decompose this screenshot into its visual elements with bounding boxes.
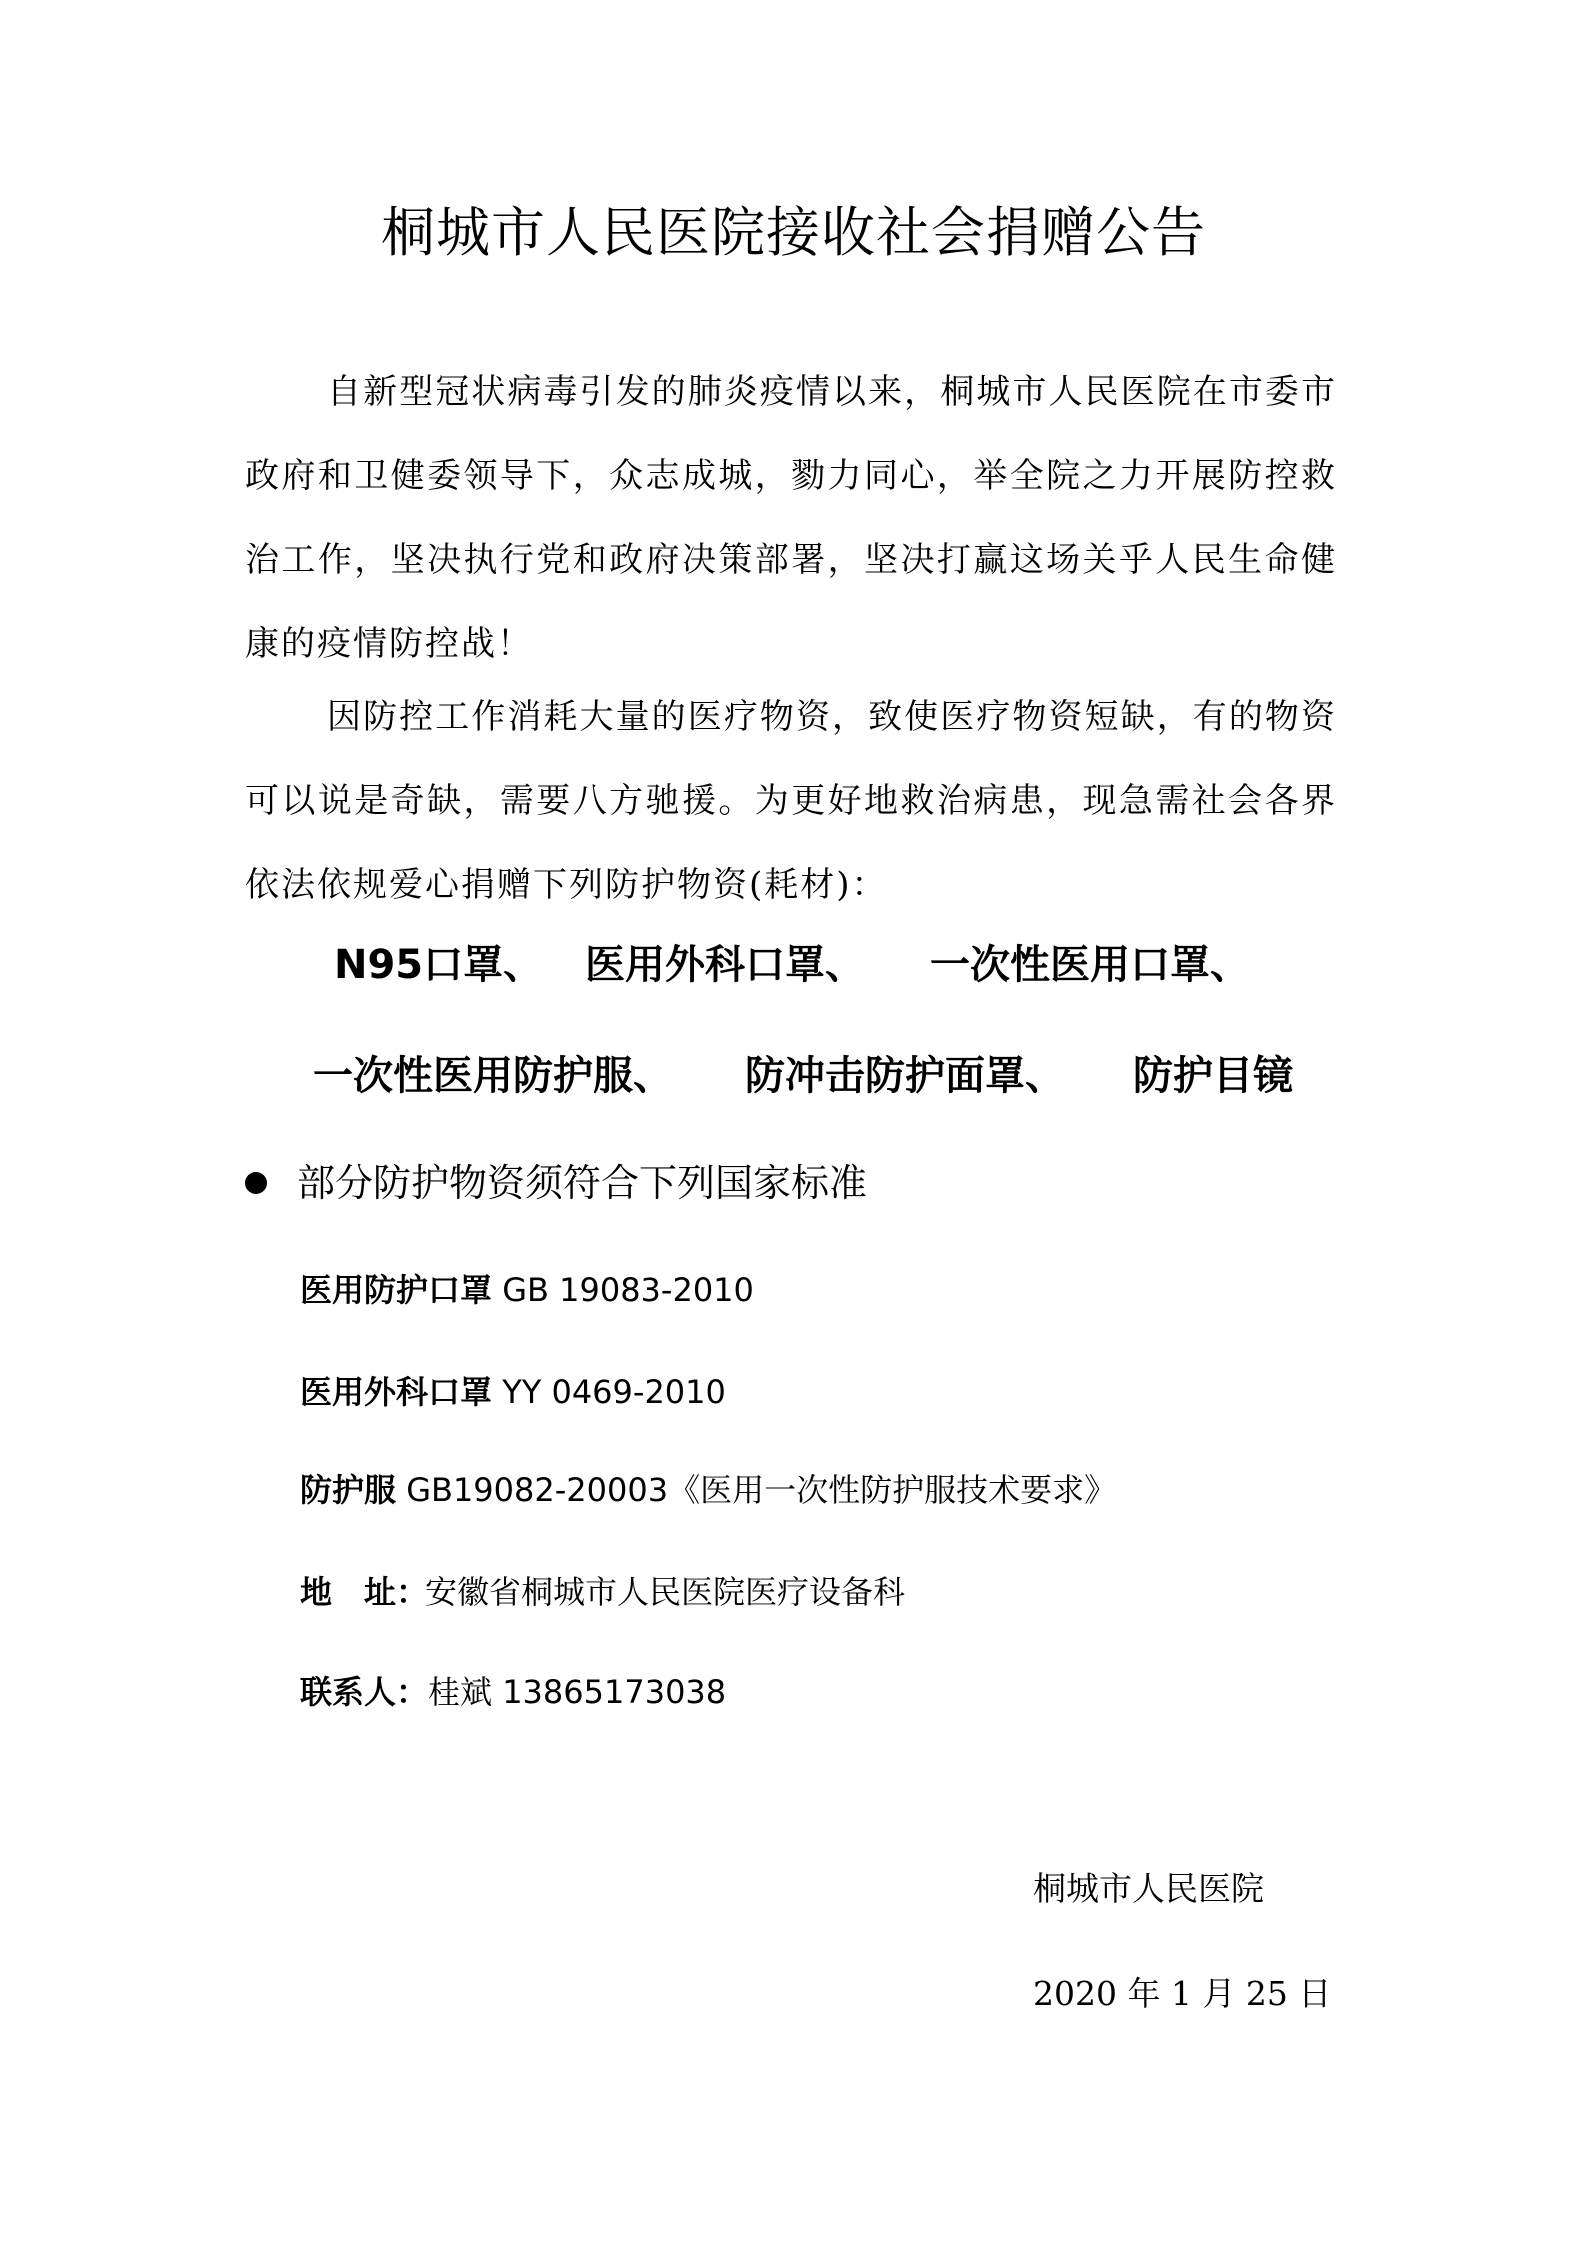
supply-item: 医用外科口罩、	[585, 942, 865, 988]
signature-date: 2020 年 1 月 25 日	[1033, 1974, 1332, 2013]
supply-item: 防冲击防护面罩、	[745, 1053, 1065, 1099]
address-label: 地 址：	[300, 1573, 429, 1611]
supply-item: 一次性医用防护服、	[313, 1053, 673, 1099]
standard-name: 防护服	[300, 1471, 397, 1509]
signature-organization: 桐城市人民医院	[1033, 1869, 1264, 1908]
address-value: 安徽省桐城市人民医院医疗设备科	[425, 1573, 906, 1611]
standard-code: GB19082-20003《医用一次性防护服技术要求》	[406, 1471, 1117, 1509]
standard-line	[300, 1367, 726, 1417]
contact-label: 联系人：	[300, 1673, 429, 1711]
contact-value: 桂斌 13865173038	[428, 1673, 727, 1711]
standard-code: YY 0469-2010	[502, 1373, 726, 1411]
supply-item: N95口罩、	[334, 942, 544, 988]
bullet-icon	[245, 1172, 267, 1194]
intro-paragraph: 自新型冠状病毒引发的肺炎疫情以来，桐城市人民医院在市委市政府和卫健委领导下，众志成城，勠力同心，举全院之力开展防控救治工作，坚决执行党和政府决策部署，坚决打赢这场关乎人民生命健康的疫情防控战！	[245, 372, 1337, 664]
standard-line	[300, 1465, 1116, 1515]
contact-line	[300, 1667, 726, 1717]
request-paragraph: 因防控工作消耗大量的医疗物资，致使医疗物资短缺，有的物资可以说是奇缺，需要八方驰援。为更好地救治病患，现急需社会各界依法依规爱心捐赠下列防护物资(耗材)：	[245, 697, 1337, 905]
standard-name: 医用外科口罩	[300, 1373, 493, 1411]
supply-item: 防护目镜	[1133, 1053, 1293, 1099]
address-line	[300, 1567, 905, 1617]
document-title: 桐城市人民医院接收社会捐赠公告	[381, 201, 1206, 264]
supply-item: 一次性医用口罩、	[930, 942, 1250, 988]
standards-heading-text: 部分防护物资须符合下列国家标准	[297, 1161, 868, 1205]
standard-line	[300, 1265, 754, 1315]
standards-heading	[245, 1155, 867, 1211]
standard-code: GB 19083-2010	[502, 1271, 754, 1309]
standard-name: 医用防护口罩	[300, 1271, 493, 1309]
